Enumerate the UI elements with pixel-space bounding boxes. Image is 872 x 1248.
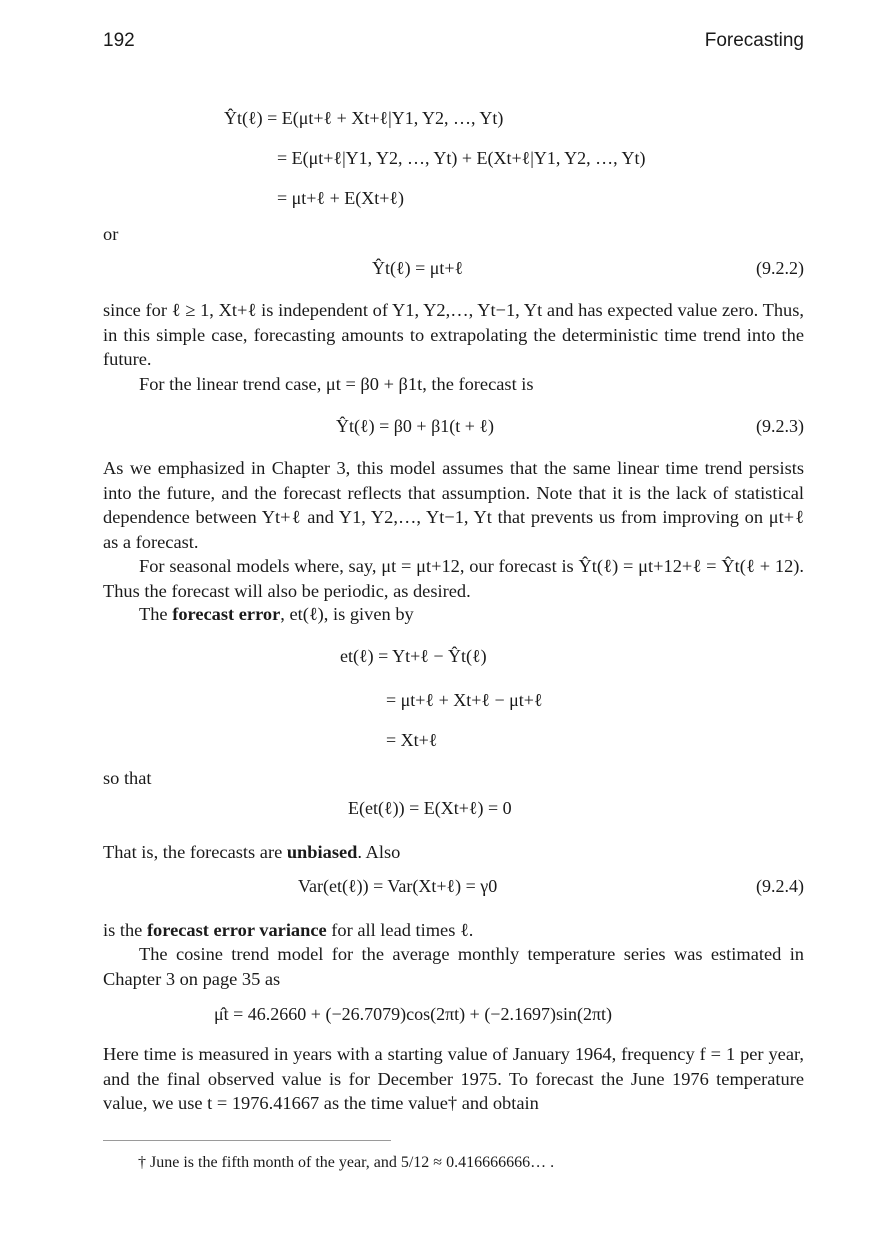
- equation-number-9-2-2: (9.2.2): [756, 258, 804, 278]
- paragraph-chapter-3: As we emphasized in Chapter 3, this model assumes that the same linear time trend persists into the future, and the forecast reflects that assumption. Note that it is the lack of statistical dependence between Yt+ℓ and Y1, Y2,…, Yt−1, Yt that prevents us from improving on μt+ℓ as a forecast.: [103, 458, 804, 552]
- running-head: Forecasting: [704, 30, 804, 51]
- page-number: 192: [103, 30, 135, 51]
- equation-error-3: = Xt+ℓ: [386, 730, 438, 750]
- footnote-divider: [103, 1140, 391, 1141]
- paragraph-linear-trend: For the linear trend case, μt = β0 + β1t, the forecast is: [139, 374, 534, 394]
- paragraph-time-measurement: Here time is measured in years with a starting value of January 1964, frequency f = 1 per year, and the final observed value is for December 1975. To forecast the June 1976 temperature value, we use t = 1976.41667 as the time value† and obtain: [103, 1044, 804, 1113]
- equation-conditional-2: = E(μt+ℓ|Y1, Y2, …, Yt) + E(Xt+ℓ|Y1, Y2, …, Yt): [277, 148, 646, 168]
- equation-9-2-4: Var(et(ℓ)) = Var(Xt+ℓ) = γ0: [298, 876, 498, 896]
- text-also: . Also: [357, 842, 401, 862]
- paragraph-variance: [103, 918, 804, 942]
- paragraph-cosine-trend: The cosine trend model for the average monthly temperature series was estimated in Chapter 3 on page 35 as: [103, 944, 804, 989]
- text-so-that: so that: [103, 768, 152, 788]
- paragraph-forecast-error-intro: [139, 602, 804, 626]
- term-forecast-error-variance: forecast error variance: [146, 920, 327, 940]
- equation-error-2: = μt+ℓ + Xt+ℓ − μt+ℓ: [386, 690, 543, 710]
- text-that-is: That is, the forecasts are: [103, 842, 287, 862]
- equation-9-2-3: Ŷt(ℓ) = β0 + β1(t + ℓ): [336, 416, 494, 436]
- equation-number-9-2-4: (9.2.4): [756, 876, 804, 896]
- equation-error-1: et(ℓ) = Yt+ℓ − Ŷt(ℓ): [340, 646, 487, 666]
- equation-9-2-2: Ŷt(ℓ) = μt+ℓ: [372, 258, 464, 278]
- term-forecast-error: forecast error: [172, 604, 281, 624]
- text-is-the: is the: [103, 920, 147, 940]
- equation-conditional-3: = μt+ℓ + E(Xt+ℓ): [277, 188, 404, 208]
- text-the: The: [139, 604, 173, 624]
- equation-conditional-1: Ŷt(ℓ) = E(μt+ℓ + Xt+ℓ|Y1, Y2, …, Yt): [224, 108, 504, 128]
- text-or: or: [103, 224, 119, 244]
- footnote: † June is the fifth month of the year, and 5/12 ≈ 0.416666666… .: [138, 1154, 555, 1171]
- term-unbiased: unbiased: [286, 842, 358, 862]
- paragraph-independence: since for ℓ ≥ 1, Xt+ℓ is independent of Y1, Y2,…, Yt−1, Yt and has expected value zero. Thus, in this simple case, forecasting amounts to extrapolating the deterministic time trend into the future.: [103, 300, 804, 369]
- equation-expectation: E(et(ℓ)) = E(Xt+ℓ) = 0: [348, 798, 512, 818]
- paragraph-seasonal: For seasonal models where, say, μt = μt+12, our forecast is Ŷt(ℓ) = μt+12+ℓ = Ŷt(ℓ + 12). Thus the forecast will also be periodic, as desired.: [103, 556, 804, 601]
- paragraph-unbiased: [103, 840, 804, 864]
- equation-number-9-2-3: (9.2.3): [756, 416, 804, 436]
- text-for-all-lead-times: for all lead times ℓ.: [326, 920, 474, 940]
- equation-cosine-fit: μ̂t = 46.2660 + (−26.7079)cos(2πt) + (−2.1697)sin(2πt): [214, 1004, 613, 1024]
- text-is-given-by: , et(ℓ), is given by: [280, 604, 414, 624]
